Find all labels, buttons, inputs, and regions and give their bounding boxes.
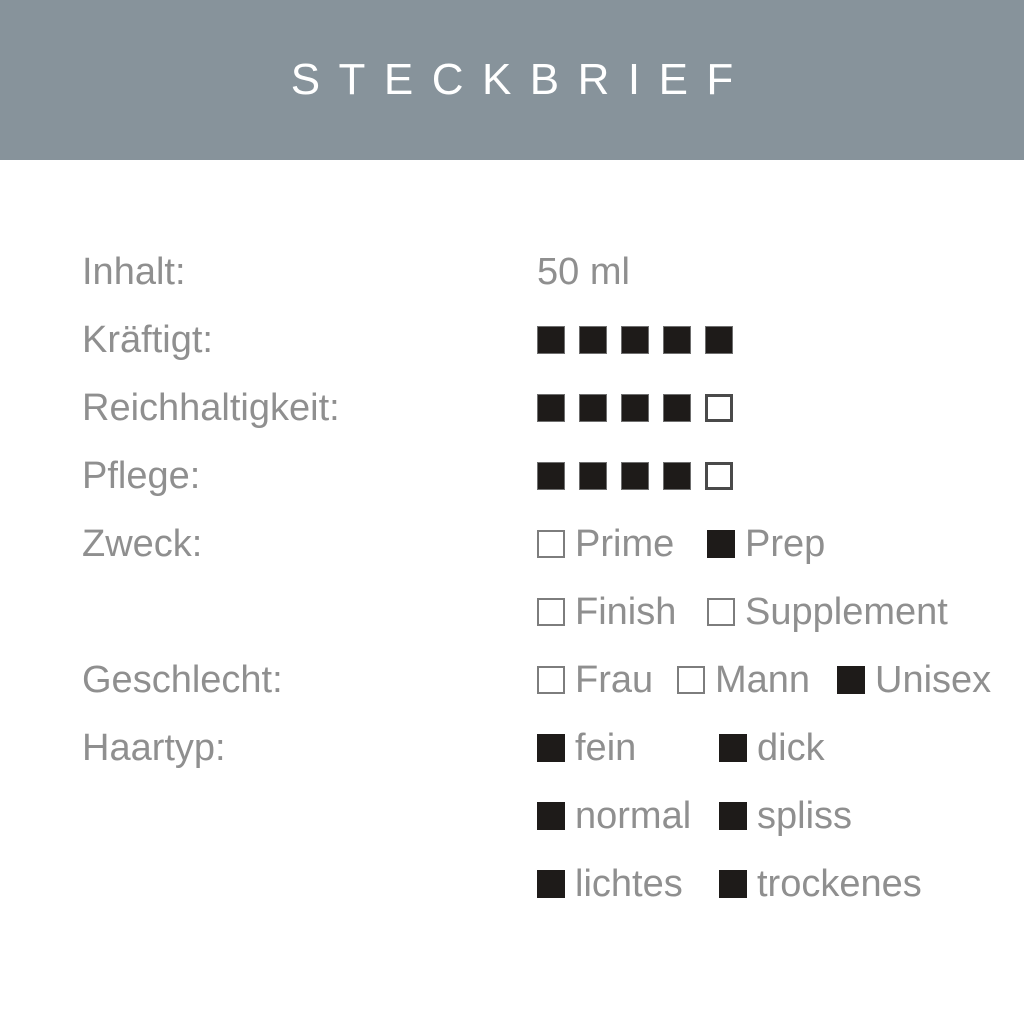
row-value [537,462,733,490]
row-reichhaltigkeit [82,374,1024,442]
rating-square-filled-icon [621,326,649,354]
option-label: fein [575,726,637,769]
rating-square-filled-icon [663,394,691,422]
row-zweck [82,510,1024,578]
row-pflege [82,442,1024,510]
option-fein [537,727,719,770]
row-haartyp [82,714,1024,782]
checkbox-checked-icon [537,802,565,830]
option-mann [677,659,837,702]
rating-square-filled-icon [537,326,565,354]
row-kraeftigt [82,306,1024,374]
row-label: Reichhaltigkeit: [82,386,340,429]
value-text: 50 ml [537,250,630,293]
row-value [537,727,825,770]
option-frau [537,659,677,702]
row-value [537,659,991,702]
option-label: Supplement [745,590,948,633]
row-haartyp-line-2 [82,782,1024,850]
row-label: Inhalt: [82,250,186,293]
row-label: Pflege: [82,454,201,497]
row-zweck-line-2 [82,578,1024,646]
rating-square-filled-icon [621,462,649,490]
checkbox-unchecked-icon [537,666,565,694]
row-label: Kräftigt: [82,318,213,361]
option-label: Prime [575,522,675,565]
option-label: trockenes [757,862,922,905]
rating-square-filled-icon [705,326,733,354]
checkbox-checked-icon [719,734,747,762]
option-label: Unisex [875,658,992,701]
row-value [537,863,922,906]
row-inhalt [82,238,1024,306]
option-label: lichtes [575,862,683,905]
checkbox-checked-icon [719,802,747,830]
option-unisex [837,659,991,702]
fact-sheet [0,160,1024,918]
header-banner [0,0,1024,160]
option-dick [719,727,825,770]
checkbox-unchecked-icon [537,530,565,558]
rating-square-empty-icon [705,394,733,422]
option-label: Prep [745,522,826,565]
option-lichtes [537,863,719,906]
rating-square-filled-icon [663,462,691,490]
option-normal [537,795,719,838]
row-label: Geschlecht: [82,658,283,701]
option-prep [707,523,825,566]
checkbox-checked-icon [537,734,565,762]
row-value [537,523,825,566]
rating-square-filled-icon [579,394,607,422]
option-label: Finish [575,590,677,633]
rating-square-filled-icon [579,326,607,354]
rating-square-filled-icon [537,462,565,490]
row-geschlecht [82,646,1024,714]
option-supplement [707,591,948,634]
rating-square-filled-icon [537,394,565,422]
rating-square-filled-icon [621,394,649,422]
option-label: normal [575,794,692,837]
row-value [537,394,733,422]
option-trockenes [719,863,922,906]
row-label: Zweck: [82,522,203,565]
option-label: dick [757,726,825,769]
rating-square-empty-icon [705,462,733,490]
checkbox-checked-icon [537,870,565,898]
option-prime [537,523,707,566]
page-title: STECKBRIEF [290,55,752,104]
row-value [537,591,948,634]
option-spliss [719,795,852,838]
option-label: spliss [757,794,853,837]
row-value [537,795,852,838]
row-value [537,251,630,294]
row-haartyp-line-3 [82,850,1024,918]
checkbox-checked-icon [719,870,747,898]
option-finish [537,591,707,634]
row-value [537,326,733,354]
checkbox-unchecked-icon [677,666,705,694]
checkbox-checked-icon [837,666,865,694]
rating-square-filled-icon [579,462,607,490]
checkbox-unchecked-icon [707,598,735,626]
option-label: Mann [715,658,811,701]
checkbox-unchecked-icon [537,598,565,626]
rating-square-filled-icon [663,326,691,354]
row-label: Haartyp: [82,726,226,769]
option-label: Frau [575,658,654,701]
checkbox-checked-icon [707,530,735,558]
